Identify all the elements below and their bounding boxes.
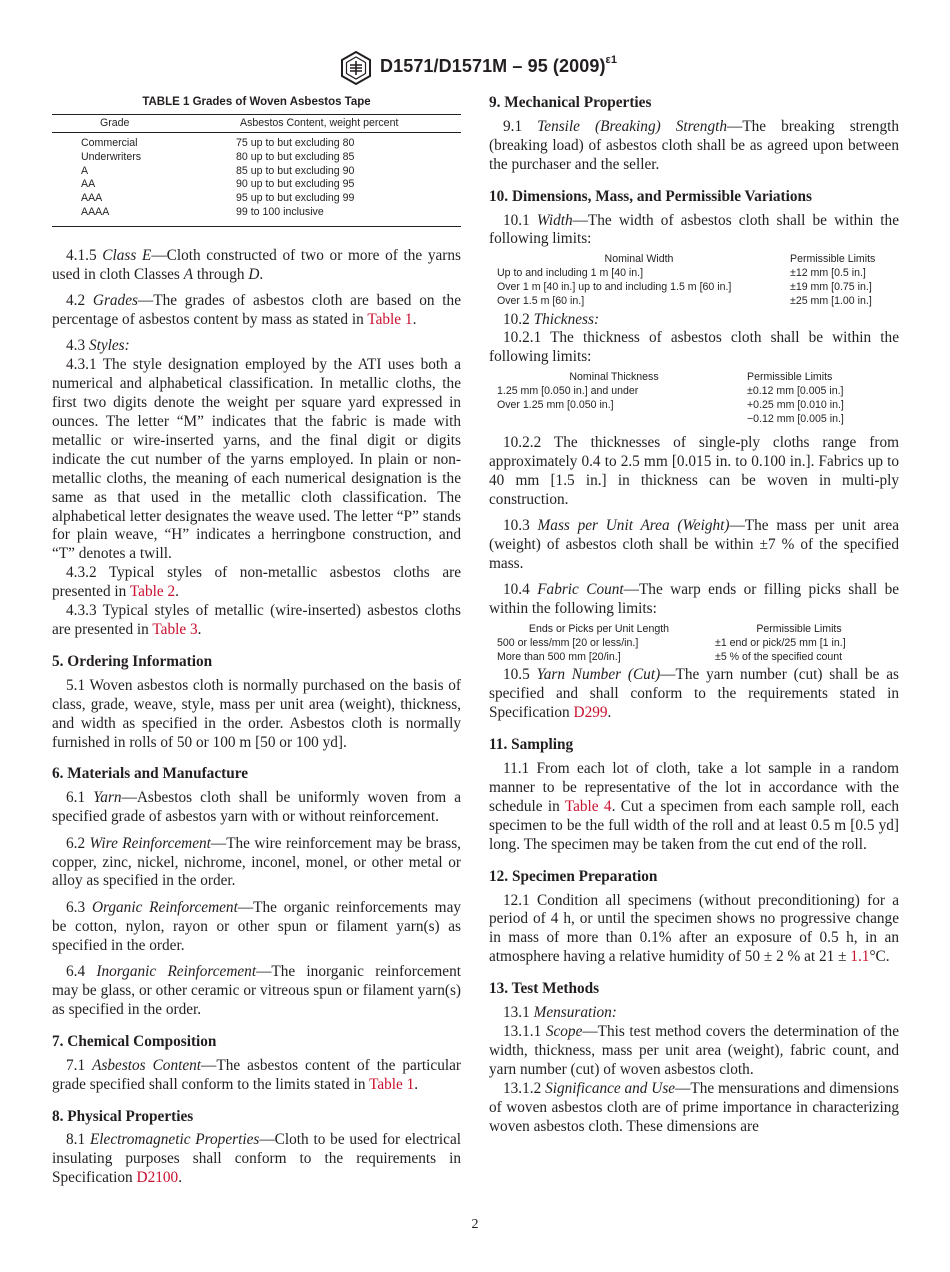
para-10-2-2: 10.2.2 The thicknesses of single-ply cloths range from approximately 0.4 to 2.5 mm [0.015 in. to 0.100 in.]. Fabrics up to 40 mm [1.5 in.] in thickness can be woven in multi-ply construction.	[489, 433, 899, 508]
para-6-2: 6.2 Wire Reinforcement—The wire reinforcement may be brass, copper, zinc, nickel, nichrome, inconel, monel, or other metal or alloy as specified in the order.	[52, 834, 461, 890]
table-4-link[interactable]: Table 4	[564, 797, 612, 815]
table-row: −0.12 mm [0.005 in.]	[747, 412, 844, 425]
section-5-heading: 5. Ordering Information	[52, 652, 213, 670]
para-5-1: 5.1 Woven asbestos cloth is normally purchased on the basis of class, grade, weave, style, mass per unit area (weight), thickness, and width as specified in the order. Asbestos cloth is normally furnished in rolls of 50 or 100 m [50 or 100 yd].	[52, 676, 461, 751]
section-7-heading: 7. Chemical Composition	[52, 1032, 217, 1050]
tolerance-link[interactable]: 1.1	[850, 948, 870, 966]
table-3-link[interactable]: Table 3	[152, 621, 198, 638]
section-12-heading: 12. Specimen Preparation	[489, 867, 658, 885]
para-13-1: 13.1 Mensuration:	[503, 1004, 617, 1022]
table-1-col-grade: Grade	[100, 116, 130, 129]
para-4-3-1: 4.3.1 The style designation employed by the ATI uses both a numerical and alphabetical classification. In metallic cloths, the first two digits denote the weight per square yard expressed in ounces. The letter “M” indicates that the fabric is made with metallic or wire-inserted yarns, and the final digit or digits indicate the cut number of the yarns employed. In plain or non-metallic cloths, the meaning of each numerical designation is the same as that used in the metallic cloth classification. The alphabetical letter designates the weave used. The letter “P” stands for plain weave, “H” indicates a herringbone construction, and “T” denotes a twill.	[52, 356, 461, 563]
para-9-1: 9.1 Tensile (Breaking) Strength—The breaking strength (breaking load) of asbestos cloth shall be as agreed upon between the purchaser and the seller.	[489, 117, 899, 173]
para-7-1: 7.1 Asbestos Content—The asbestos content of the particular grade specified shall conform to the limits stated in Table 1.	[52, 1056, 461, 1093]
table-row: AAAA 99 to 100 inclusive	[81, 205, 324, 218]
thickness-limits-table	[489, 371, 899, 426]
para-13-1-2: 13.1.2 Significance and Use—The mensurations and dimensions of woven asbestos cloth are of prime importance in characterizing woven asbestos cloth. These dimensions are	[489, 1079, 899, 1135]
table-row: More than 500 mm [20/in.] ±5 % of the specified count	[497, 650, 843, 663]
table-1-link[interactable]: Table 1	[369, 1075, 415, 1093]
para-10-2: 10.2 Thickness:	[503, 310, 600, 328]
para-10-2-1: 10.2.1 The thickness of asbestos cloth shall be within the following limits:	[489, 329, 899, 366]
table-row: Up to and including 1 m [40 in.] ±12 mm [0.5 in.]	[497, 267, 866, 280]
table-1-link[interactable]: Table 1	[367, 311, 413, 328]
para-10-3: 10.3 Mass per Unit Area (Weight)—The mass per unit area (weight) of asbestos cloth shall be within ±7 % of the specified mass.	[489, 517, 899, 572]
table-row: 1.25 mm [0.050 in.] and under ±0.12 mm [0.005 in.]	[497, 385, 844, 398]
table-row: Over 1.25 mm [0.050 in.] +0.25 mm [0.010 in.]	[497, 398, 844, 411]
table-row: 500 or less/mm [20 or less/in.] ±1 end or pick/25 mm [1 in.]	[497, 636, 846, 649]
table-header: Ends or Picks per Unit Length Permissible Limits	[528, 623, 842, 636]
para-13-1-1: 13.1.1 Scope—This test method covers the determination of the width, thickness, mass per unit area (weight), fabric count, and yarn number (cut) of woven asbestos cloth.	[489, 1022, 899, 1078]
para-4-3: 4.3 Styles:	[66, 337, 130, 355]
para-4-3-2: 4.3.2 Typical styles of non-metallic asbestos cloths are presented in Table 2.	[52, 564, 461, 601]
table-2-link[interactable]: Table 2	[129, 583, 176, 601]
table-row: AAA 95 up to but excluding 99	[81, 192, 355, 205]
width-limits-table	[489, 253, 899, 308]
editorial-superscript: ε1	[605, 54, 618, 66]
para-10-1: 10.1 Width—The width of asbestos cloth shall be within the following limits:	[489, 211, 899, 248]
para-6-3: 6.3 Organic Reinforcement—The organic reinforcements may be cotton, nylon, rayon or other spun or filament yarn(s) as specified in the order.	[52, 898, 462, 954]
astm-logo-icon	[338, 50, 374, 86]
left-column	[52, 94, 461, 1188]
para-4-2: 4.2 Grades—The grades of asbestos cloth are based on the percentage of asbestos content by mass as stated in Table 1.	[52, 292, 461, 328]
table-row: Over 1.5 m [60 in.] ±25 mm [1.00 in.]	[497, 294, 872, 307]
section-6-heading: 6. Materials and Manufacture	[52, 765, 249, 783]
para-8-1: 8.1 Electromagnetic Properties—Cloth to be used for electrical insulating purposes shall conform to the requirements in Specification D2100.	[52, 1131, 461, 1187]
table-row: Underwriters 80 up to but excluding 85	[81, 150, 355, 163]
d2100-link[interactable]: D2100	[136, 1169, 179, 1187]
table-row: Commercial 75 up to but excluding 80	[81, 137, 355, 149]
page-header	[0, 50, 950, 86]
fabric-count-table	[489, 623, 899, 664]
document-designation: D1571/D1571M – 95 $(2009)^{\varepsilon 1}$	[380, 54, 618, 76]
right-column	[489, 94, 899, 1136]
d299-link[interactable]: D299	[573, 704, 608, 722]
table-header: Nominal Thickness Permissible Limits	[569, 371, 833, 384]
section-11-heading: 11. Sampling	[489, 736, 574, 754]
para-6-4: 6.4 Inorganic Reinforcement—The inorganic reinforcement may be glass, or other ceramic or vitreous spun or filament yarn(s) as specified in the order.	[52, 963, 461, 1018]
section-10-heading: 10. Dimensions, Mass, and Permissible Variations	[489, 187, 812, 205]
para-10-4: 10.4 Fabric Count—The warp ends or filling picks shall be within the following limits:	[489, 581, 900, 618]
para-10-5: 10.5 Yarn Number (Cut)—The yarn number (cut) shall be as specified and shall conform to the requirements stated in Specification D299.	[489, 666, 899, 722]
section-9-heading: 9. Mechanical Properties	[489, 94, 652, 111]
section-8-heading: 8. Physical Properties	[52, 1107, 194, 1125]
para-4-3-3: 4.3.3 Typical styles of metallic (wire-inserted) asbestos cloths are presented in Table 3.	[52, 602, 461, 638]
table-row: Over 1 m [40 in.] up to and including 1.5 m [60 in.] ±19 mm [0.75 in.]	[497, 280, 872, 293]
table-row: AA 90 up to but excluding 95	[81, 178, 355, 191]
page-number: 2	[471, 1217, 479, 1232]
table-header: Nominal Width Permissible Limits	[604, 253, 876, 266]
para-11-1: 11.1 From each lot of cloth, take a lot sample in a random manner to be representative of the lot in accordance with the schedule in Table 4. Cut a specimen from each sample roll, each specimen to be the full width of the roll and at least 0.5 m [0.5 yd] long. The specimen may be taken from the cut end of the roll.	[489, 760, 899, 853]
table-1	[52, 114, 461, 227]
section-13-heading: 13. Test Methods	[489, 980, 600, 998]
table-1-header	[52, 115, 461, 133]
table-1-title: TABLE 1 Grades of Woven Asbestos Tape	[142, 96, 371, 108]
para-6-1: 6.1 Yarn—Asbestos cloth shall be uniformly woven from a specified grade of asbestos yarn with or without reinforcement.	[52, 789, 461, 826]
para-4-1-5: 4.1.5 Class E—Cloth constructed of two or more of the yarns used in cloth Classes A through D.	[52, 246, 462, 283]
para-12-1: 12.1 Condition all specimens (without preconditioning) for a period of 4 h, or until the specimen shows no progressive change in mass of more than 0.1% after an exposure of 0.5 h, in an atmosphere having a relative humidity of 50 ± 2 % at 21 ± 1.1°C.	[489, 891, 899, 966]
table-row: A 85 up to but excluding 90	[81, 164, 355, 177]
table-1-col-content: Asbestos Content, weight percent	[240, 116, 399, 129]
